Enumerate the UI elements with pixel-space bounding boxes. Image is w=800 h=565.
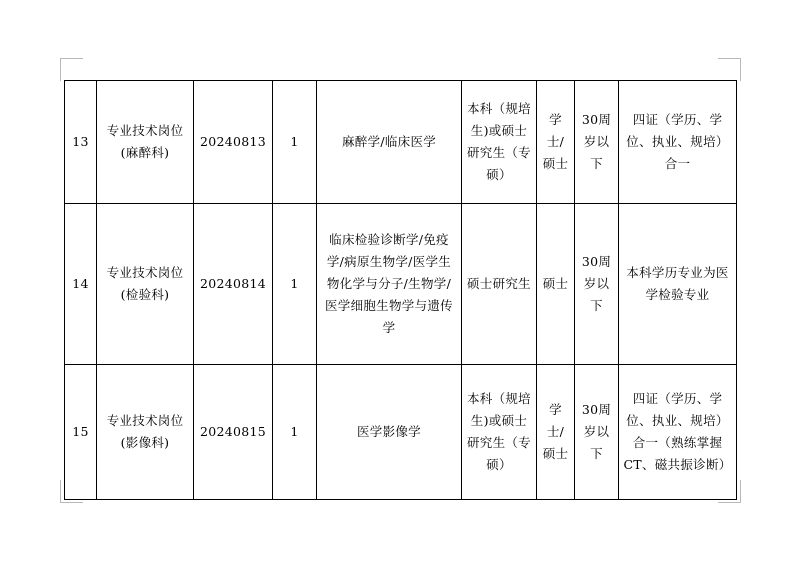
recruitment-table-container <box>64 80 736 500</box>
cell-degree: 本科（规培生)或硕士研究生（专硕） <box>462 365 537 500</box>
cell-code: 20240814 <box>194 204 273 365</box>
cell-title: 学士/硕士 <box>537 365 575 500</box>
cell-remark: 四证（学历、学位、执业、规培）合一 <box>619 81 737 204</box>
cell-degree: 硕士研究生 <box>462 204 537 365</box>
cell-age: 30周岁以下 <box>575 81 619 204</box>
table-row <box>65 365 737 500</box>
cell-major: 医学影像学 <box>317 365 462 500</box>
cell-post: 专业技术岗位(影像科) <box>97 365 194 500</box>
cell-count: 1 <box>273 204 317 365</box>
table-row <box>65 204 737 365</box>
table-row <box>65 81 737 204</box>
cell-major: 麻醉学/临床医学 <box>317 81 462 204</box>
cell-title: 学士/硕士 <box>537 81 575 204</box>
crop-mark-top-left <box>60 58 83 81</box>
cell-count: 1 <box>273 365 317 500</box>
cell-post: 专业技术岗位(麻醉科) <box>97 81 194 204</box>
cell-code: 20240815 <box>194 365 273 500</box>
cell-no: 15 <box>65 365 97 500</box>
recruitment-table <box>64 80 737 500</box>
cell-count: 1 <box>273 81 317 204</box>
cell-title: 硕士 <box>537 204 575 365</box>
cell-age: 30周岁以下 <box>575 204 619 365</box>
cell-code: 20240813 <box>194 81 273 204</box>
cell-major: 临床检验诊断学/免疫学/病原生物学/医学生物化学与分子/生物学/医学细胞生物学与遗传学 <box>317 204 462 365</box>
cell-remark: 四证（学历、学位、执业、规培）合一（熟练掌握CT、磁共振诊断） <box>619 365 737 500</box>
cell-no: 13 <box>65 81 97 204</box>
crop-mark-top-right <box>718 58 741 81</box>
cell-no: 14 <box>65 204 97 365</box>
cell-age: 30周岁以下 <box>575 365 619 500</box>
cell-remark: 本科学历专业为医学检验专业 <box>619 204 737 365</box>
cell-post: 专业技术岗位(检验科) <box>97 204 194 365</box>
cell-degree: 本科（规培生)或硕士研究生（专硕） <box>462 81 537 204</box>
